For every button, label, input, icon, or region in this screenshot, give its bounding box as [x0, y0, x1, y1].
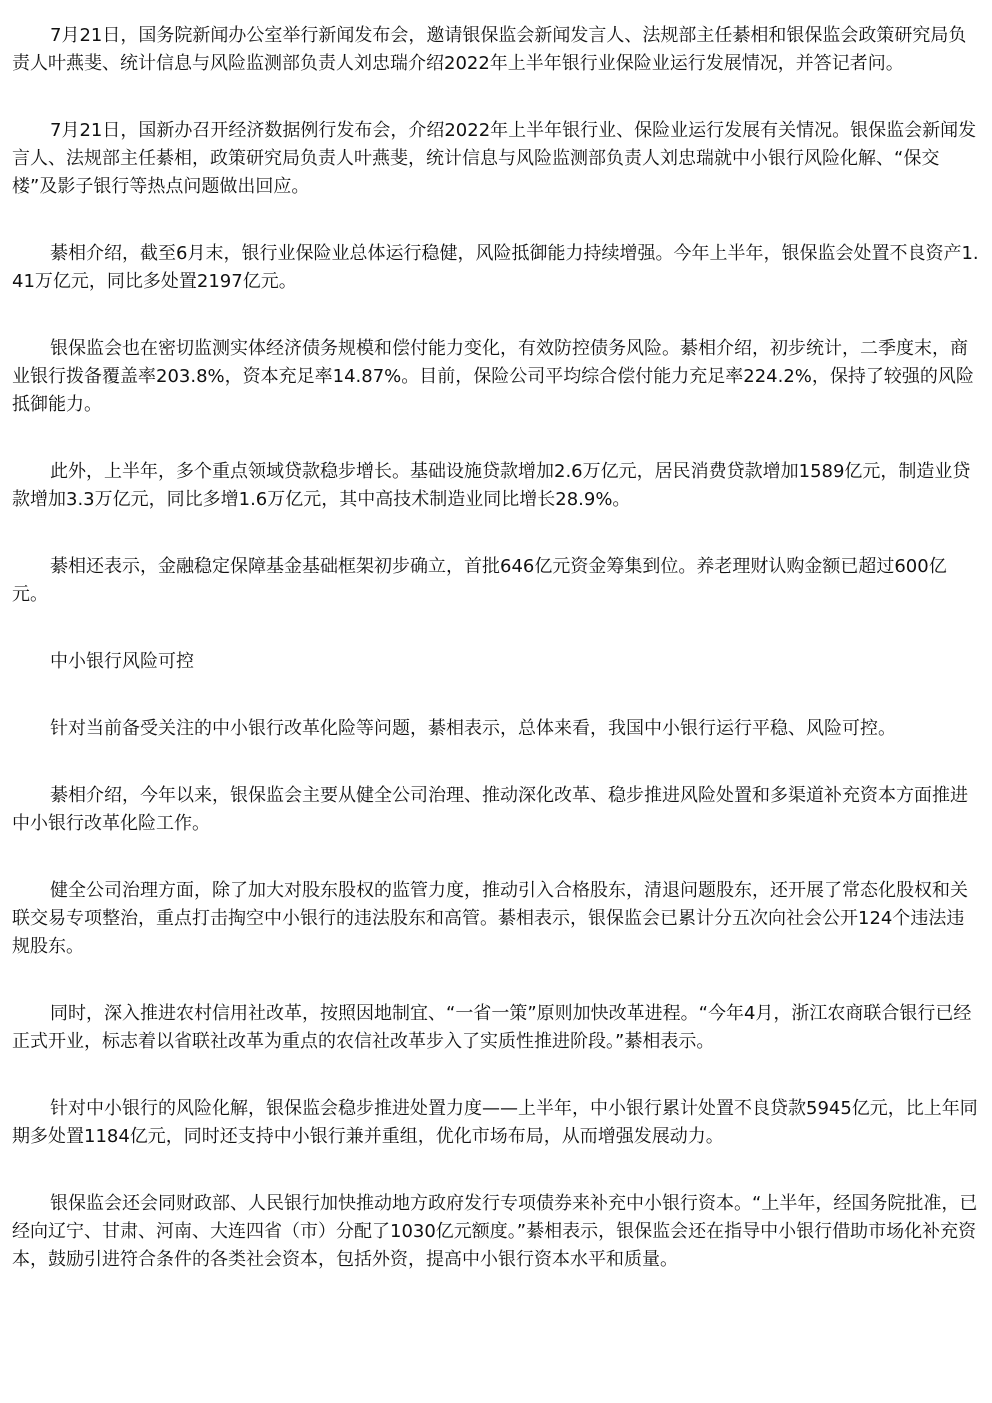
paragraph-10: 健全公司治理方面，除了加大对股东股权的监管力度，推动引入合格股东，清退问题股东，还开展了常态化股权和关联交易专项整治，重点打击掏空中小银行的违法股东和高管。綦相表示，银保监会已累计分五次向社会公开124个违法违规股东。 [12, 880, 968, 957]
paragraph-4: 银保监会也在密切监测实体经济债务规模和偿付能力变化，有效防控债务风险。綦相介绍，初步统计，二季度末，商业银行拨备覆盖率203.8%，资本充足率14.87%。目前，保险公司平均综合偿付能力充足率224.2%，保持了较强的风险抵御能力。 [12, 338, 974, 415]
paragraph-8: 针对当前备受关注的中小银行改革化险等问题，綦相表示，总体来看，我国中小银行运行平稳、风险可控。 [50, 718, 896, 739]
section-heading: 中小银行风险可控 [50, 651, 194, 672]
paragraph-5: 此外，上半年，多个重点领域贷款稳步增长。基础设施贷款增加2.6万亿元，居民消费贷款增加1589亿元，制造业贷款增加3.3万亿元，同比多增1.6万亿元，其中高技术制造业同比增长28.9%。 [12, 461, 971, 510]
paragraph-3: 綦相介绍，截至6月末，银行业保险业总体运行稳健，风险抵御能力持续增强。今年上半年，银保监会处置不良资产1.41万亿元，同比多处置2197亿元。 [12, 243, 979, 292]
paragraph-6: 綦相还表示，金融稳定保障基金基础框架初步确立，首批646亿元资金筹集到位。养老理财认购金额已超过600亿元。 [12, 556, 947, 605]
paragraph-12: 针对中小银行的风险化解，银保监会稳步推进处置力度——上半年，中小银行累计处置不良贷款5945亿元，比上年同期多处置1184亿元，同时还支持中小银行兼并重组，优化市场布局，从而增强发展动力。 [12, 1098, 978, 1147]
paragraph-13: 银保监会还会同财政部、人民银行加快推动地方政府发行专项债券来补充中小银行资本。“上半年，经国务院批准，已经向辽宁、甘肃、河南、大连四省（市）分配了1030亿元额度。”綦相表示，银保监会还在指导中小银行借助市场化补充资本，鼓励引进符合条件的各类社会资本，包括外资，提高中小银行资本水平和质量。 [12, 1193, 978, 1270]
paragraph-2: 7月21日，国新办召开经济数据例行发布会，介绍2022年上半年银行业、保险业运行发展有关情况。银保监会新闻发言人、法规部主任綦相，政策研究局负责人叶燕斐，统计信息与风险监测部负责人刘忠瑞就中小银行风险化解、“保交楼”及影子银行等热点问题做出回应。 [12, 120, 977, 197]
paragraph-1: 7月21日，国务院新闻办公室举行新闻发布会，邀请银保监会新闻发言人、法规部主任綦相和银保监会政策研究局负责人叶燕斐、统计信息与风险监测部负责人刘忠瑞介绍2022年上半年银行业保险业运行发展情况，并答记者问。 [12, 25, 967, 74]
paragraph-11: 同时，深入推进农村信用社改革，按照因地制宜、“一省一策”原则加快改革进程。“今年4月，浙江农商联合银行已经正式开业，标志着以省联社改革为重点的农信社改革步入了实质性推进阶段。”綦相表示。 [12, 1003, 972, 1052]
paragraph-9: 綦相介绍，今年以来，银保监会主要从健全公司治理、推动深化改革、稳步推进风险处置和多渠道补充资本方面推进中小银行改革化险工作。 [12, 785, 968, 834]
